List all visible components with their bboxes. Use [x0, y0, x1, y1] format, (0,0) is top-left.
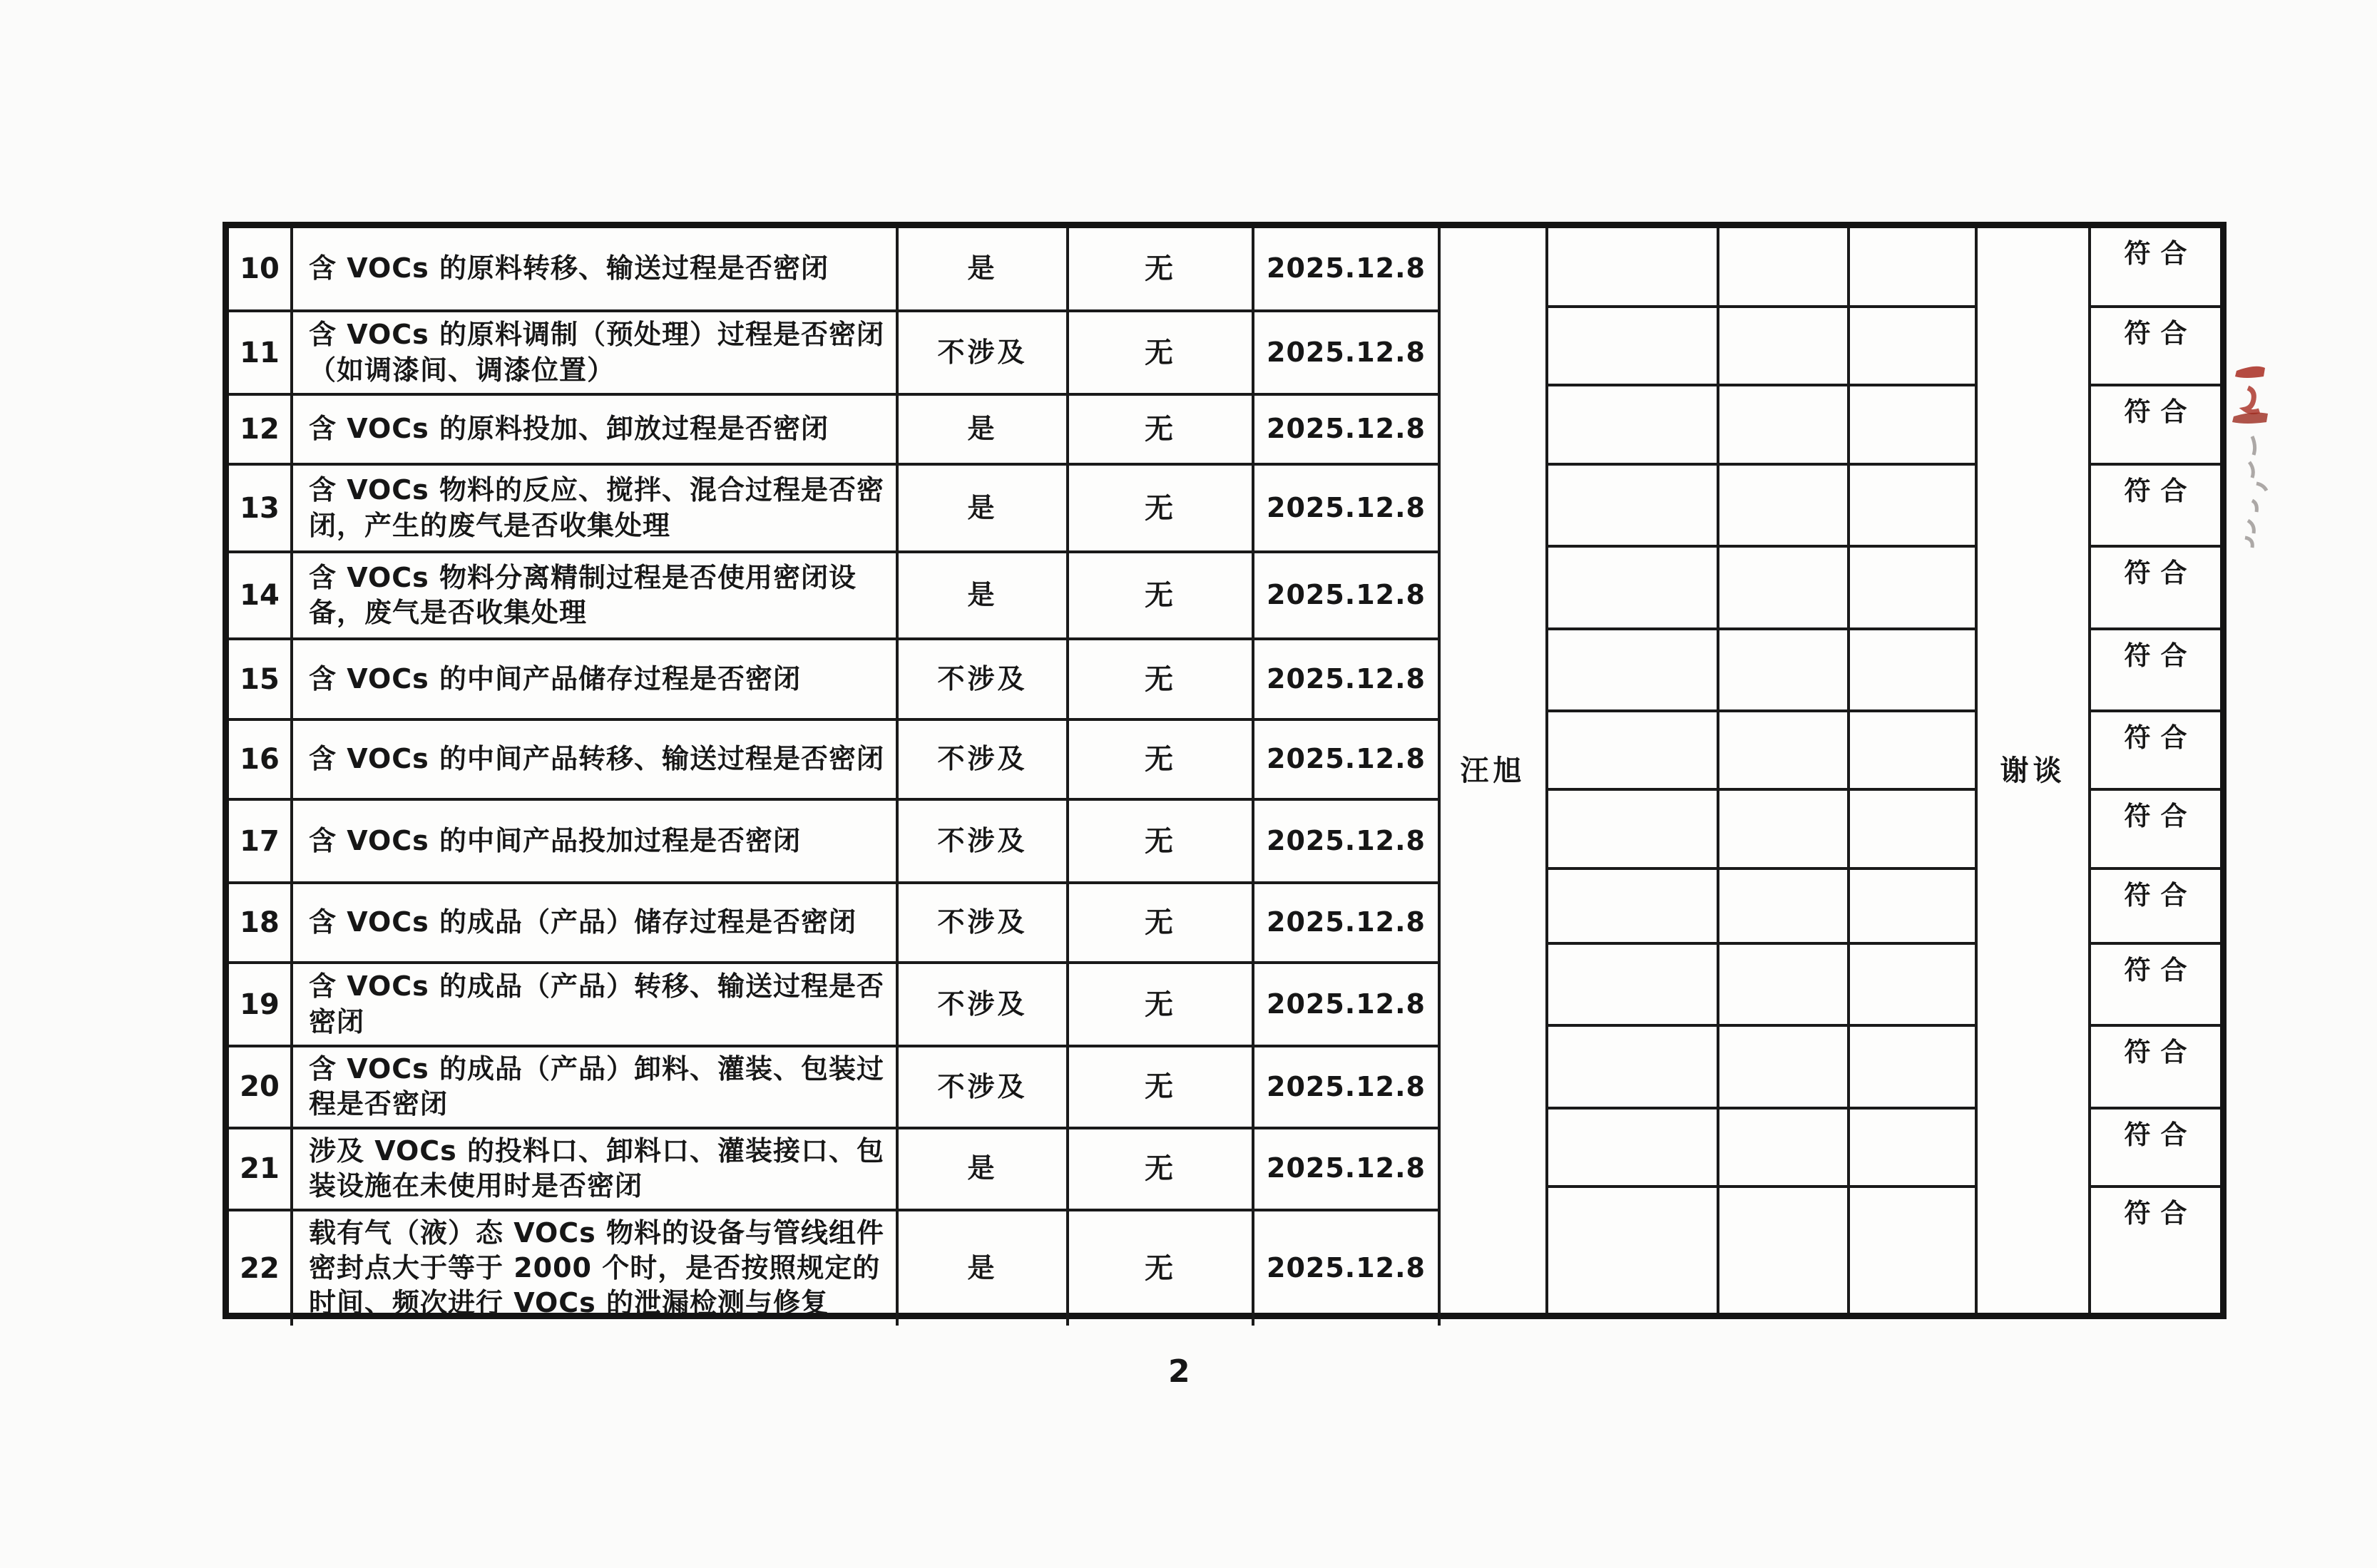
table-row [229, 552, 1439, 639]
red-ink-stamp-mark [2224, 351, 2309, 579]
table-row [1441, 1108, 2220, 1187]
row-11-date: 2025.12.8 [1253, 311, 1439, 394]
row-13-problem: 无 [1068, 464, 1253, 552]
empty-record-cell [1547, 629, 1718, 711]
empty-record-cell [1718, 711, 1849, 789]
empty-record-cell [1849, 943, 1976, 1025]
table-row [229, 639, 1439, 719]
row-14-problem: 无 [1068, 552, 1253, 639]
row-13-answer: 是 [897, 464, 1068, 552]
row-22-result: 符合 [2090, 1187, 2220, 1313]
row-21-question: 涉及 VOCs 的投料口、卸料口、灌装接口、包装设施在未使用时是否密闭 [292, 1128, 897, 1210]
row-10-number: 10 [229, 228, 292, 311]
inspection-table-right-section [1441, 228, 2220, 1313]
row-10-result: 符合 [2090, 228, 2220, 307]
empty-record-cell [1849, 546, 1976, 629]
row-12-question: 含 VOCs 的原料投加、卸放过程是否密闭 [292, 394, 897, 464]
empty-record-cell [1849, 307, 1976, 385]
empty-record-cell [1547, 1187, 1718, 1313]
row-10-problem: 无 [1068, 228, 1253, 311]
empty-record-cell [1718, 546, 1849, 629]
row-17-date: 2025.12.8 [1253, 799, 1439, 883]
table-row [229, 719, 1439, 799]
table-row [229, 394, 1439, 464]
row-18-number: 18 [229, 883, 292, 963]
empty-record-cell [1718, 943, 1849, 1025]
empty-record-cell [1718, 307, 1849, 385]
page-number: 2 [1168, 1353, 1190, 1390]
row-19-problem: 无 [1068, 963, 1253, 1046]
empty-record-cell [1547, 385, 1718, 464]
row-19-answer: 不涉及 [897, 963, 1068, 1046]
inspector-signature-cell: 汪旭 [1441, 228, 1547, 1313]
row-20-date: 2025.12.8 [1253, 1046, 1439, 1128]
reviewer-signature-cell: 谢谈 [1976, 228, 2090, 1313]
row-17-number: 17 [229, 799, 292, 883]
table-row [229, 228, 1439, 311]
row-13-date: 2025.12.8 [1253, 464, 1439, 552]
empty-record-cell [1547, 711, 1718, 789]
empty-record-cell [1849, 228, 1976, 307]
empty-record-cell [1547, 228, 1718, 307]
table-row [1441, 1187, 2220, 1313]
empty-record-cell [1849, 629, 1976, 711]
table-row [1441, 228, 2220, 307]
empty-record-cell [1718, 868, 1849, 943]
empty-record-cell [1718, 464, 1849, 546]
row-20-problem: 无 [1068, 1046, 1253, 1128]
row-22-problem: 无 [1068, 1210, 1253, 1326]
row-14-question: 含 VOCs 物料分离精制过程是否使用密闭设备，废气是否收集处理 [292, 552, 897, 639]
empty-record-cell [1849, 1108, 1976, 1187]
table-row [229, 799, 1439, 883]
row-15-date: 2025.12.8 [1253, 639, 1439, 719]
row-18-result: 符合 [2090, 868, 2220, 943]
row-21-number: 21 [229, 1128, 292, 1210]
row-11-problem: 无 [1068, 311, 1253, 394]
row-12-problem: 无 [1068, 394, 1253, 464]
table-row [229, 1210, 1439, 1326]
empty-record-cell [1547, 464, 1718, 546]
empty-record-cell [1718, 789, 1849, 868]
row-19-date: 2025.12.8 [1253, 963, 1439, 1046]
empty-record-cell [1547, 307, 1718, 385]
row-11-number: 11 [229, 311, 292, 394]
row-20-result: 符合 [2090, 1025, 2220, 1108]
row-15-result: 符合 [2090, 629, 2220, 711]
row-10-answer: 是 [897, 228, 1068, 311]
row-10-date: 2025.12.8 [1253, 228, 1439, 311]
inspection-table [223, 222, 2227, 1319]
row-22-number: 22 [229, 1210, 292, 1326]
row-17-question: 含 VOCs 的中间产品投加过程是否密闭 [292, 799, 897, 883]
row-22-answer: 是 [897, 1210, 1068, 1326]
empty-record-cell [1547, 789, 1718, 868]
row-19-number: 19 [229, 963, 292, 1046]
row-16-problem: 无 [1068, 719, 1253, 799]
row-12-result: 符合 [2090, 385, 2220, 464]
row-11-answer: 不涉及 [897, 311, 1068, 394]
empty-record-cell [1849, 711, 1976, 789]
row-18-answer: 不涉及 [897, 883, 1068, 963]
row-11-result: 符合 [2090, 307, 2220, 385]
empty-record-cell [1547, 1025, 1718, 1108]
empty-record-cell [1718, 1108, 1849, 1187]
row-13-number: 13 [229, 464, 292, 552]
empty-record-cell [1849, 868, 1976, 943]
row-21-answer: 是 [897, 1128, 1068, 1210]
row-16-result: 符合 [2090, 711, 2220, 789]
empty-record-cell [1718, 1025, 1849, 1108]
row-18-question: 含 VOCs 的成品（产品）储存过程是否密闭 [292, 883, 897, 963]
row-14-number: 14 [229, 552, 292, 639]
table-row [229, 963, 1439, 1046]
row-17-problem: 无 [1068, 799, 1253, 883]
row-12-number: 12 [229, 394, 292, 464]
row-12-answer: 是 [897, 394, 1068, 464]
row-16-answer: 不涉及 [897, 719, 1068, 799]
table-row [1441, 789, 2220, 868]
row-22-date: 2025.12.8 [1253, 1210, 1439, 1326]
row-15-problem: 无 [1068, 639, 1253, 719]
row-20-number: 20 [229, 1046, 292, 1128]
table-row [1441, 546, 2220, 629]
empty-record-cell [1547, 1108, 1718, 1187]
table-row [1441, 1025, 2220, 1108]
row-21-problem: 无 [1068, 1128, 1253, 1210]
table-row [1441, 629, 2220, 711]
empty-record-cell [1547, 546, 1718, 629]
row-13-result: 符合 [2090, 464, 2220, 546]
row-16-number: 16 [229, 719, 292, 799]
empty-record-cell [1849, 1187, 1976, 1313]
row-16-question: 含 VOCs 的中间产品转移、输送过程是否密闭 [292, 719, 897, 799]
empty-record-cell [1718, 228, 1849, 307]
row-17-result: 符合 [2090, 789, 2220, 868]
empty-record-cell [1849, 385, 1976, 464]
table-row [1441, 711, 2220, 789]
row-12-date: 2025.12.8 [1253, 394, 1439, 464]
row-16-date: 2025.12.8 [1253, 719, 1439, 799]
empty-record-cell [1718, 1187, 1849, 1313]
row-14-answer: 是 [897, 552, 1068, 639]
table-row [229, 1128, 1439, 1210]
row-19-result: 符合 [2090, 943, 2220, 1025]
table-row [1441, 385, 2220, 464]
table-row [1441, 307, 2220, 385]
empty-record-cell [1718, 385, 1849, 464]
table-row [229, 464, 1439, 552]
row-15-answer: 不涉及 [897, 639, 1068, 719]
row-21-result: 符合 [2090, 1108, 2220, 1187]
row-19-question: 含 VOCs 的成品（产品）转移、输送过程是否密闭 [292, 963, 897, 1046]
empty-record-cell [1849, 1025, 1976, 1108]
table-row [1441, 464, 2220, 546]
table-row [229, 1046, 1439, 1128]
row-15-question: 含 VOCs 的中间产品储存过程是否密闭 [292, 639, 897, 719]
row-18-problem: 无 [1068, 883, 1253, 963]
table-row [229, 311, 1439, 394]
row-18-date: 2025.12.8 [1253, 883, 1439, 963]
empty-record-cell [1547, 943, 1718, 1025]
row-20-answer: 不涉及 [897, 1046, 1068, 1128]
row-10-question: 含 VOCs 的原料转移、输送过程是否密闭 [292, 228, 897, 311]
table-row [229, 883, 1439, 963]
empty-record-cell [1849, 464, 1976, 546]
row-21-date: 2025.12.8 [1253, 1128, 1439, 1210]
table-row [1441, 943, 2220, 1025]
inspection-table-left-section [229, 228, 1441, 1326]
empty-record-cell [1547, 868, 1718, 943]
empty-record-cell [1718, 629, 1849, 711]
empty-record-cell [1849, 789, 1976, 868]
row-17-answer: 不涉及 [897, 799, 1068, 883]
row-20-question: 含 VOCs 的成品（产品）卸料、灌装、包装过程是否密闭 [292, 1046, 897, 1128]
row-14-result: 符合 [2090, 546, 2220, 629]
table-row [1441, 868, 2220, 943]
row-11-question: 含 VOCs 的原料调制（预处理）过程是否密闭（如调漆间、调漆位置） [292, 311, 897, 394]
row-13-question: 含 VOCs 物料的反应、搅拌、混合过程是否密闭，产生的废气是否收集处理 [292, 464, 897, 552]
row-15-number: 15 [229, 639, 292, 719]
row-22-question: 载有气（液）态 VOCs 物料的设备与管线组件密封点大于等于 2000 个时，是否按照规定的时间、频次进行 VOCs 的泄漏检测与修复 [292, 1210, 897, 1326]
row-14-date: 2025.12.8 [1253, 552, 1439, 639]
